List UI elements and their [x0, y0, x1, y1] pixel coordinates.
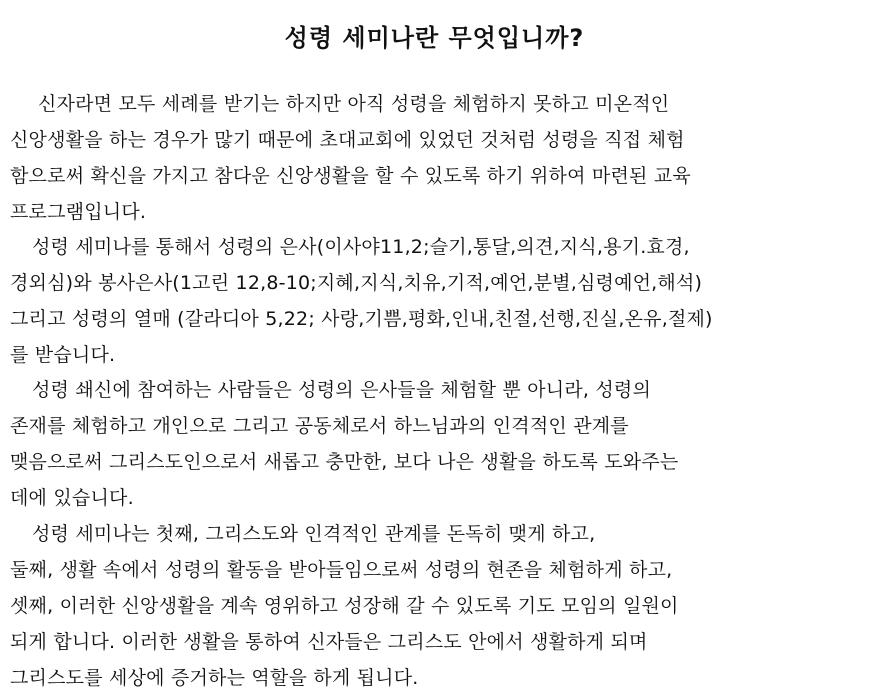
paragraph-purpose: [10, 516, 860, 696]
paragraph-line: 셋째, 이러한 신앙생활을 계속 영위하고 성장해 갈 수 있도록 기도 모임의 일원이: [10, 595, 679, 617]
paragraph-line: 그리고 성령의 열매 (갈라디아 5,22; 사랑,기쁨,평화,인내,친절,선행,진실,온유,절제): [10, 308, 713, 330]
paragraph-line: 성령 쇄신에 참여하는 사람들은 성령의 은사들을 체험할 뿐 아니라, 성령의: [32, 379, 652, 401]
paragraph-line: 프로그램입니다.: [10, 201, 147, 223]
paragraph-line: 되게 합니다. 이러한 생활을 통하여 신자들은 그리스도 안에서 생활하게 되며: [10, 631, 648, 653]
paragraph-line: 신앙생활을 하는 경우가 많기 때문에 초대교회에 있었던 것처럼 성령을 직접 체험: [10, 129, 685, 151]
paragraph-renewal: [10, 372, 860, 516]
paragraph-line: 성령 세미나를 통해서 성령의 은사(이사야11,2;슬기,통달,의견,지식,용기.효경,: [32, 236, 690, 258]
paragraph-line: 성령 세미나는 첫째, 그리스도와 인격적인 관계를 돈독히 맺게 하고,: [32, 523, 596, 545]
paragraph-line: 존재를 체험하고 개인으로 그리고 공동체로서 하느님과의 인격적인 관계를: [10, 415, 629, 437]
paragraph-line: 그리스도를 세상에 증거하는 역할을 하게 됩니다.: [10, 667, 419, 689]
paragraph-intro: [10, 86, 860, 230]
paragraph-line: 맺음으로써 그리스도인으로서 새롭고 충만한, 보다 나은 생활을 하도록 도와주는: [10, 451, 679, 473]
paragraph-gifts: [10, 229, 860, 373]
paragraph-line: 를 받습니다.: [10, 344, 116, 366]
paragraph-line: 신자라면 모두 세례를 받기는 하지만 아직 성령을 체험하지 못하고 미온적인: [38, 93, 670, 115]
paragraph-line: 데에 있습니다.: [10, 487, 134, 509]
paragraph-line: 경외심)와 봉사은사(1고린 12,8-10;지혜,지식,치유,기적,예언,분별,심령예언,해석): [10, 272, 703, 294]
paragraph-line: 둘째, 생활 속에서 성령의 활동을 받아들임으로써 성령의 현존을 체험하게 하고,: [10, 559, 673, 581]
paragraph-line: 함으로써 확신을 가지고 참다운 신앙생활을 할 수 있도록 하기 위하여 마련된 교육: [10, 165, 691, 187]
page-title: 성령 세미나란 무엇입니까?: [284, 24, 585, 52]
